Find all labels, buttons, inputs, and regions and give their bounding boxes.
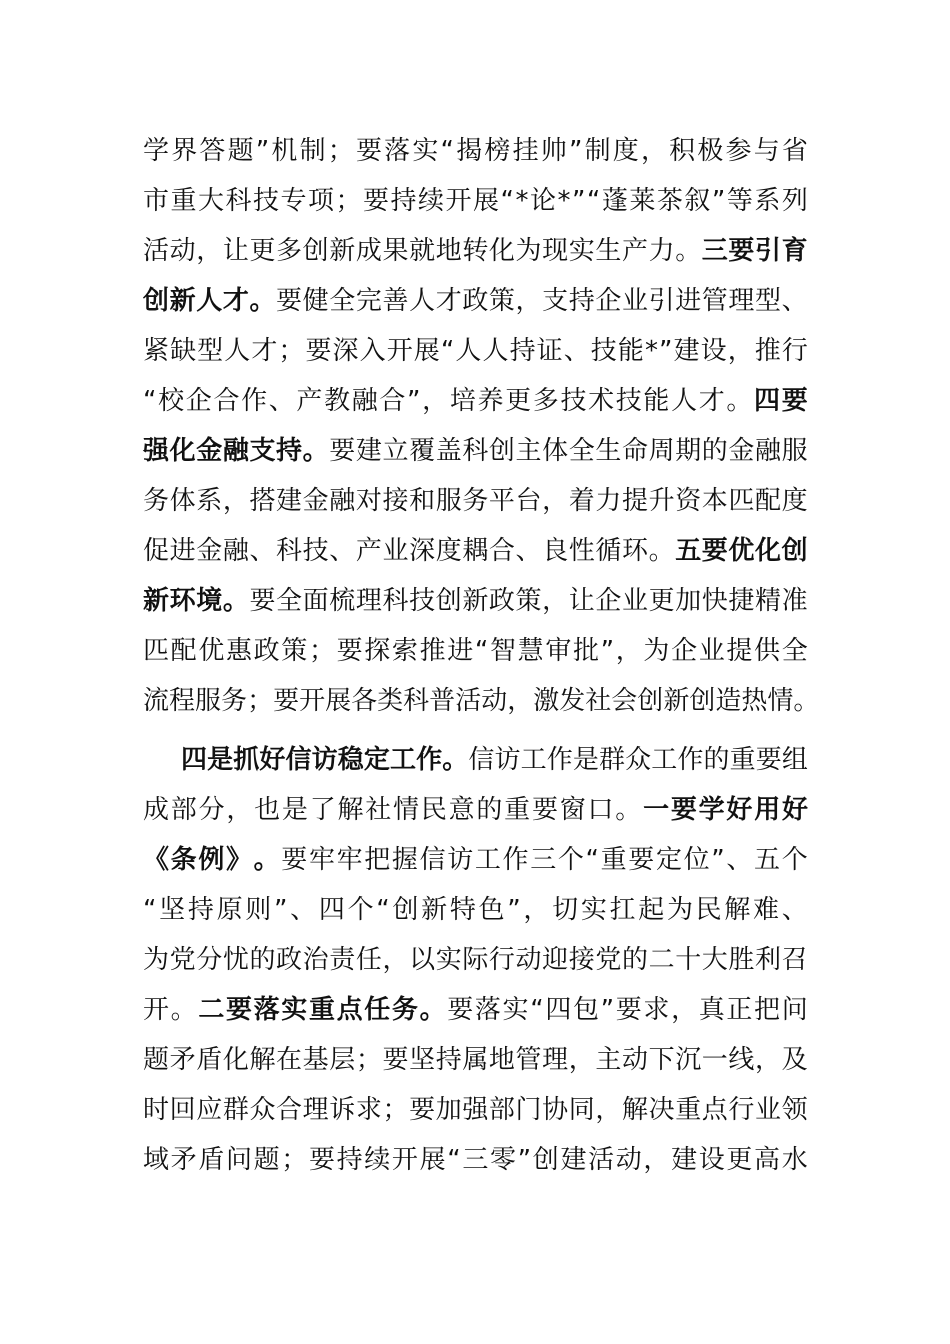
paragraph-1 (143, 126, 820, 726)
text-line: “ 校 企 合 作 、 产 教 融 合 ” ， 培 养 更 多 技 术 技 能 人 才 。 四 要 (143, 386, 808, 416)
text-line: 题 矛 盾 化 解 在 基 层 ； 要 坚 持 属 地 管 理 ， 主 动 下 沉 一 线 ， 及 (143, 1045, 808, 1075)
text-line: 为 党 分 忧 的 政 治 责 任 ， 以 实 际 行 动 迎 接 党 的 二 十 大 胜 利 召 (143, 945, 808, 975)
text-line: 开 。 二 要 落 实 重 点 任 务 。 要 落 实 “ 四 包 ” 要 求 ， 真 正 把 问 (143, 995, 808, 1025)
text-line: 务 体 系 ， 搭 建 金 融 对 接 和 服 务 平 台 ， 着 力 提 升 资 本 匹 配 度 (143, 486, 808, 516)
text-line: 《 条 例 》 。 要 牢 牢 把 握 信 访 工 作 三 个 “ 重 要 定 位 ” 、 五 个 (143, 845, 808, 875)
text-line: 创 新 人 才 。 要 健 全 完 善 人 才 政 策 ， 支 持 企 业 引 进 管 理 型 、 (143, 286, 808, 316)
text-line: “ 坚 持 原 则 ” 、 四 个 “ 创 新 特 色 ” ， 切 实 扛 起 为 民 解 难 、 (143, 895, 808, 925)
text-line: 紧 缺 型 人 才 ； 要 深 入 开 展 “ 人 人 持 证 、 技 能 * ” 建 设 ， 推 行 (143, 336, 808, 366)
text-line: 促 进 金 融 、 科 技 、 产 业 深 度 耦 合 、 良 性 循 环 。 五 要 优 化 创 (143, 536, 808, 566)
text-line: 市 重 大 科 技 专 项 ； 要 持 续 开 展 “ * 论 * ” “ 蓬 莱 茶 叙 ” 等 系 列 (143, 186, 808, 216)
text-line: 域 矛 盾 问 题 ； 要 持 续 开 展 “ 三 零 ” 创 建 活 动 ， 建 设 更 高 水 (143, 1145, 808, 1175)
paragraph-2 (143, 735, 808, 1185)
text-line: 学 界 答 题 ” 机 制 ； 要 落 实 “ 揭 榜 挂 帅 ” 制 度 ， 积 极 参 与 省 (143, 136, 808, 166)
text-line: 新 环 境 。 要 全 面 梳 理 科 技 创 新 政 策 ， 让 企 业 更 加 快 捷 精 准 (143, 586, 808, 616)
text-line: 四 是 抓 好 信 访 稳 定 工 作 。 信 访 工 作 是 群 众 工 作 的 重 要 组 (181, 745, 808, 775)
text-line: 成 部 分 ， 也 是 了 解 社 情 民 意 的 重 要 窗 口 。 一 要 学 好 用 好 (143, 795, 808, 825)
text-line: 流 程 服 务 ； 要 开 展 各 类 科 普 活 动 ， 激 发 社 会 创 新 创 造 热 情 。 (143, 686, 820, 716)
text-line: 强 化 金 融 支 持 。 要 建 立 覆 盖 科 创 主 体 全 生 命 周 期 的 金 融 服 (143, 436, 808, 466)
text-line: 时 回 应 群 众 合 理 诉 求 ； 要 加 强 部 门 协 同 ， 解 决 重 点 行 业 领 (143, 1095, 808, 1125)
text-line: 活 动 ， 让 更 多 创 新 成 果 就 地 转 化 为 现 实 生 产 力 。 三 要 引 育 (143, 236, 808, 266)
text-line: 匹 配 优 惠 政 策 ； 要 探 索 推 进 “ 智 慧 审 批 ” ， 为 企 业 提 供 全 (143, 636, 808, 666)
